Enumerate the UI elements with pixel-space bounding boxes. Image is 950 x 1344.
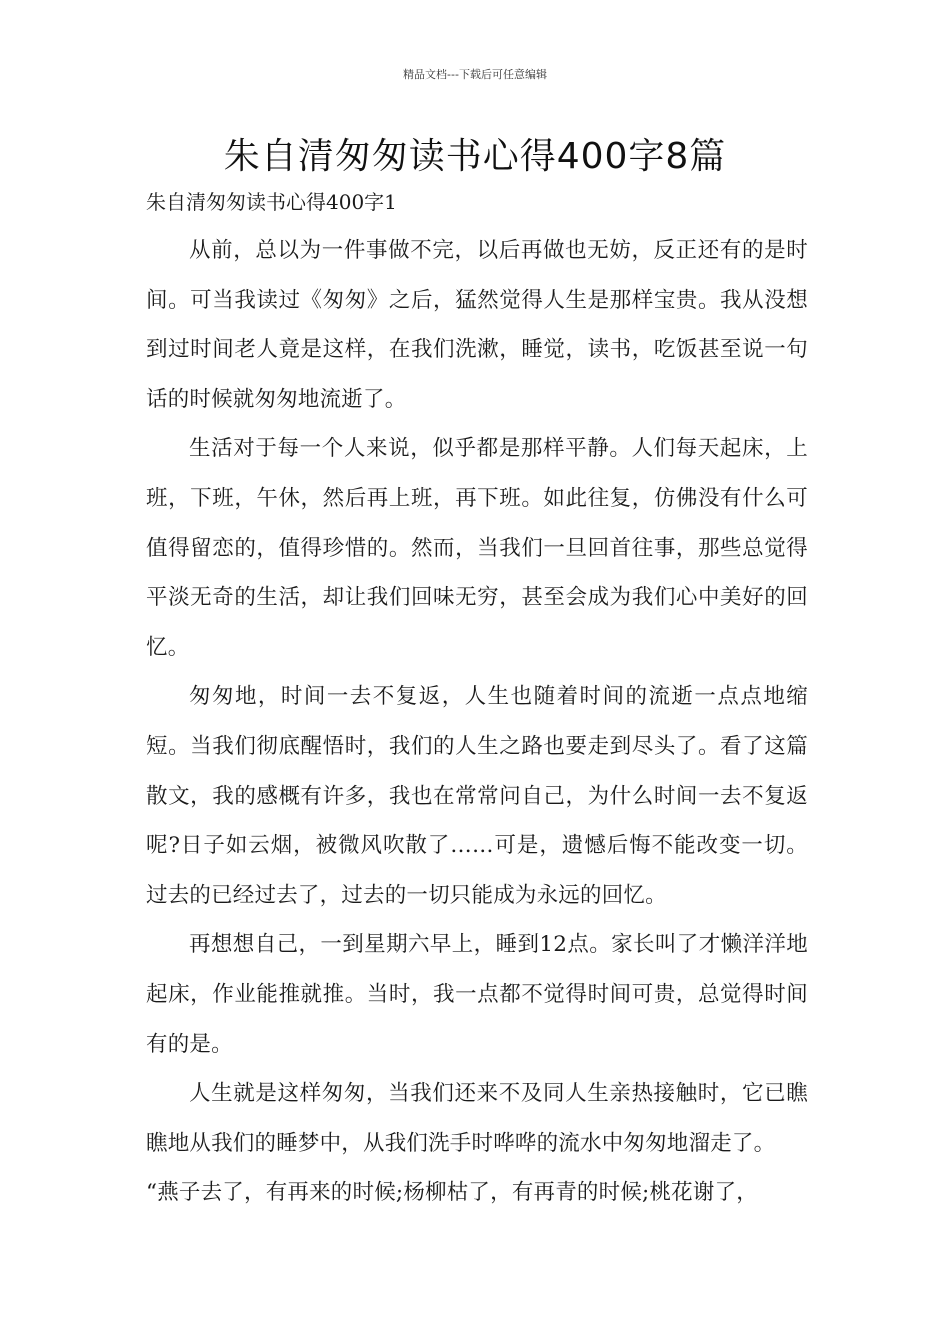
section-title: 朱自清匆匆读书心得400字1 xyxy=(146,190,397,214)
paragraph-1: 从前，总以为一件事做不完，以后再做也无妨，反正还有的是时间。可当我读过《匆匆》之后，猛然觉得人生是那样宝贵。我从没想到过时间老人竟是这样，在我们洗漱，睡觉，读书，吃饭甚至说一句话的时候就匆匆地流逝了。 xyxy=(146,238,808,412)
header-note: 精品文档---下载后可任意编辑 xyxy=(403,68,547,81)
paragraph-2: 生活对于每一个人来说，似乎都是那样平静。人们每天起床，上班，下班，午休，然后再上班，再下班。如此往复，仿佛没有什么可值得留恋的，值得珍惜的。然而，当我们一旦回首往事，那些总觉得平淡无奇的生活，却让我们回味无穷，甚至会成为我们心中美好的回忆。 xyxy=(146,436,808,660)
paragraph-3: 匆匆地，时间一去不复返，人生也随着时间的流逝一点点地缩短。当我们彻底醒悟时，我们的人生之路也要走到尽头了。看了这篇散文，我的感概有许多，我也在常常问自己，为什么时间一去不复返呢?日子如云烟，被微风吹散了……可是，遗憾后悔不能改变一切。过去的已经过去了，过去的一切只能成为永远的回忆。 xyxy=(146,684,808,908)
paragraph-4: 再想想自己，一到星期六早上，睡到12点。家长叫了才懒洋洋地起床，作业能推就推。当时，我一点都不觉得时间可贵，总觉得时间有的是。 xyxy=(146,932,808,1057)
paragraph-6: “燕子去了，有再来的时候;杨柳枯了，有再青的时候;桃花谢了， xyxy=(146,1180,758,1206)
document-title: 朱自清匆匆读书心得400字8篇 xyxy=(223,136,727,177)
body-text xyxy=(146,226,808,1218)
paragraph-5: 人生就是这样匆匆，当我们还来不及同人生亲热接触时，它已瞧瞧地从我们的睡梦中，从我们洗手时哗哗的流水中匆匆地溜走了。 xyxy=(146,1081,808,1156)
